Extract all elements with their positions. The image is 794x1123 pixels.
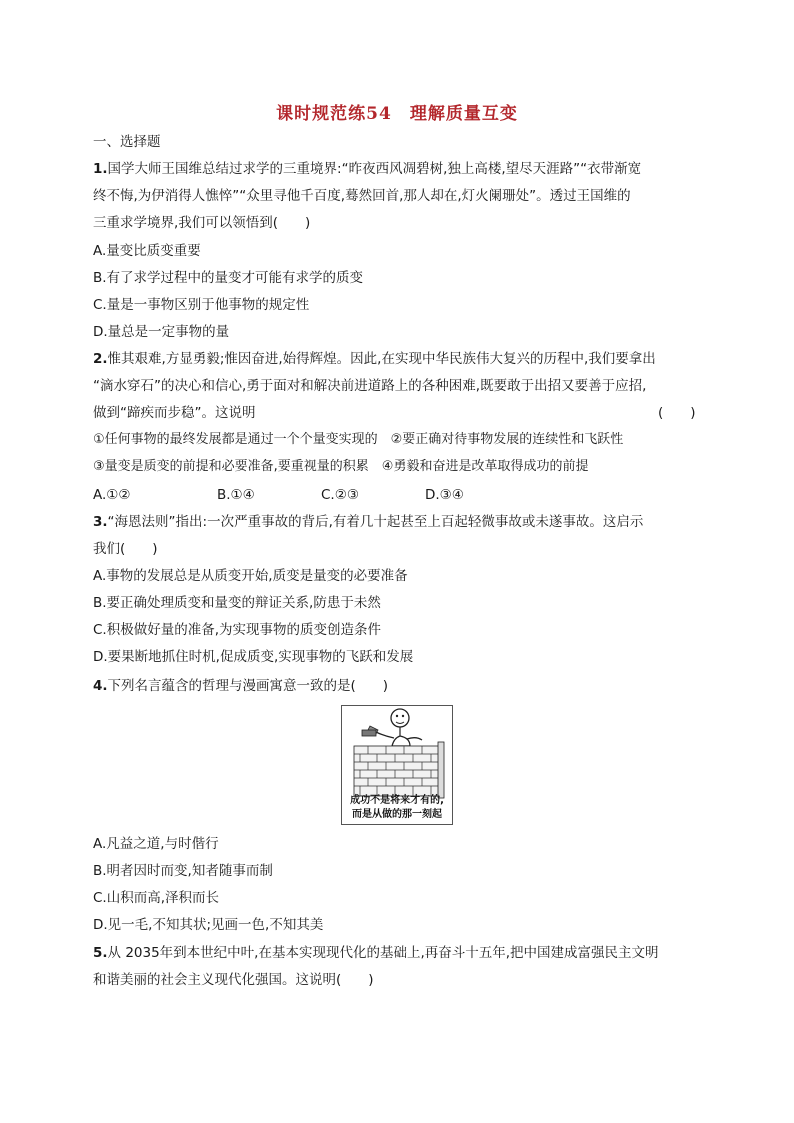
q1-line-1: 1.国学大师王国维总结过求学的三重境界:“昨夜西风凋碧树,独上高楼,望尽天涯路”“衣带渐宽 bbox=[93, 161, 642, 177]
q2-statement-row-1: ①任何事物的最终发展都是通过一个个量变实现的 ②要正确对待事物发展的连续性和飞跃性 bbox=[93, 432, 624, 447]
q2-options-row bbox=[93, 485, 464, 505]
q3-line-1: 3.“海恩法则”指出:一次严重事故的背后,有着几十起甚至上百起轻微事故或未遂事故。这启示 bbox=[93, 514, 644, 530]
q3-option-c: C.积极做好量的准备,为实现事物的质变创造条件 bbox=[93, 622, 382, 638]
q4-option-a: A.凡益之道,与时偕行 bbox=[93, 836, 219, 852]
q2-line-3: 做到“蹄疾而步稳”。这说明 bbox=[93, 405, 256, 421]
q4-line-1: 4.下列名言蕴含的哲理与漫画寓意一致的是( ) bbox=[93, 678, 389, 694]
q5-line-2: 和谐美丽的社会主义现代化强国。这说明( ) bbox=[93, 972, 374, 988]
q2-option-c: C.②③ bbox=[321, 487, 359, 503]
q5-number: 5. bbox=[93, 945, 108, 961]
q3-line-2: 我们( ) bbox=[93, 541, 158, 557]
q1-option-d: D.量总是一定事物的量 bbox=[93, 324, 230, 340]
cartoon-caption-line-1: 成功不是将来才有的, bbox=[350, 795, 444, 806]
q1-option-a: A.量变比质变重要 bbox=[93, 243, 201, 259]
q2-line-1: 2.惟其艰难,方显勇毅;惟因奋进,始得辉煌。因此,在实现中华民族伟大复兴的历程中,我们要拿出 bbox=[93, 351, 656, 367]
q1-line-3: 三重求学境界,我们可以领悟到( ) bbox=[93, 215, 311, 231]
q2-option-b: B.①④ bbox=[217, 487, 255, 503]
q3-option-a: A.事物的发展总是从质变开始,质变是量变的必要准备 bbox=[93, 568, 408, 584]
q4-option-b: B.明者因时而变,知者随事而制 bbox=[93, 863, 273, 879]
q2-statement-row-2: ③量变是质变的前提和必要准备,要重视量的积累 ④勇毅和奋进是改革取得成功的前提 bbox=[93, 459, 589, 474]
q1-option-b: B.有了求学过程中的量变才可能有求学的质变 bbox=[93, 270, 364, 286]
q4-option-c: C.山积而高,泽积而长 bbox=[93, 890, 220, 906]
q1-number: 1. bbox=[93, 161, 108, 177]
q5-line-1: 5.从 2035年到本世纪中叶,在基本实现现代化的基础上,再奋斗十五年,把中国建成富强民主文明 bbox=[93, 945, 659, 961]
q1-option-c: C.量是一事物区别于他事物的规定性 bbox=[93, 297, 310, 313]
q2-option-d: D.③④ bbox=[425, 487, 464, 503]
q4-number: 4. bbox=[93, 678, 108, 694]
q4-option-d: D.见一毛,不知其状;见画一色,不知其美 bbox=[93, 917, 324, 933]
cartoon-figure bbox=[341, 705, 453, 825]
q2-line-2: “滴水穿石”的决心和信心,勇于面对和解决前进道路上的各种困难,既要敢于出招又要善于应招, bbox=[93, 378, 647, 394]
q2-option-a: A.①② bbox=[93, 487, 131, 503]
section-heading: 一、选择题 bbox=[93, 134, 161, 150]
q1-line-2: 终不悔,为伊消得人憔悴”“众里寻他千百度,蓦然回首,那人却在,灯火阑珊处”。透过王国维的 bbox=[93, 188, 631, 204]
q2-answer-paren: ( ) bbox=[658, 405, 696, 421]
q3-option-d: D.要果断地抓住时机,促成质变,实现事物的飞跃和发展 bbox=[93, 649, 414, 665]
cartoon-caption-line-2: 而是从做的那一刻起 bbox=[352, 809, 442, 820]
q3-number: 3. bbox=[93, 514, 108, 530]
page-title: 课时规范练54 理解质量互变 bbox=[276, 104, 518, 124]
q3-option-b: B.要正确处理质变和量变的辩证关系,防患于未然 bbox=[93, 595, 381, 611]
q2-number: 2. bbox=[93, 351, 108, 367]
